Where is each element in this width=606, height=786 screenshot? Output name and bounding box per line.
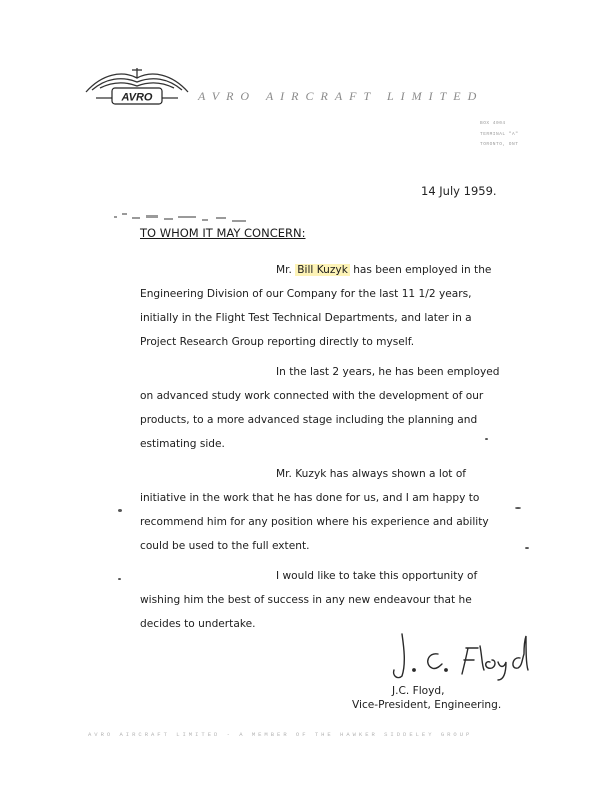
signer-name: J.C. Floyd, [392,685,445,697]
scan-mark [525,547,529,549]
avro-winged-logo [82,64,192,110]
paragraph-4: I would like to take this opportunity of wishing him the best of success in any new endeavour that he decides to undertake. [140,570,478,630]
signature-block [352,684,522,712]
paragraph-1 [140,258,508,354]
scan-mark [118,578,121,580]
letter-body [140,258,508,642]
handwritten-signature [380,630,550,682]
text-span: has been employed in the Engineering Division of our Company for the last 11 1/2 years, initially in the Flight Test Technical Departments, and later in a Project Research Group reporting directly to myself. [140,264,492,348]
scan-mark [485,438,488,440]
paragraph-2: In the last 2 years, he has been employed on advanced study work connected with the development of our products, to a more advanced stage including the planning and estimating side. [140,366,500,450]
company-name: AVRO AIRCRAFT LIMITED [198,89,484,103]
address-line: TORONTO, ONT [480,142,519,147]
logo-lettering: AVRO [121,91,153,104]
scan-mark [515,507,521,509]
scan-mark [118,509,122,512]
signer-title: Vice-President, Engineering. [352,699,502,711]
paragraph-3: Mr. Kuzyk has always shown a lot of initiative in the work that he has done for us, and I am happy to recommend him for any position where his experience and ability could be used to the full extent. [140,468,489,552]
address-line: BOX 4004 [480,121,506,126]
highlighted-name: Bill Kuzyk [297,264,348,276]
letterhead-footer: AVRO AIRCRAFT LIMITED - A MEMBER OF THE HAWKER SIDDELEY GROUP [88,731,473,738]
address-block [480,119,518,151]
stamp-smudge [112,208,262,226]
text-span: Mr. [276,264,296,276]
letter-date: 14 July 1959. [421,184,497,198]
address-line: TERMINAL "A" [480,131,519,137]
salutation: TO WHOM IT MAY CONCERN: [140,226,306,240]
